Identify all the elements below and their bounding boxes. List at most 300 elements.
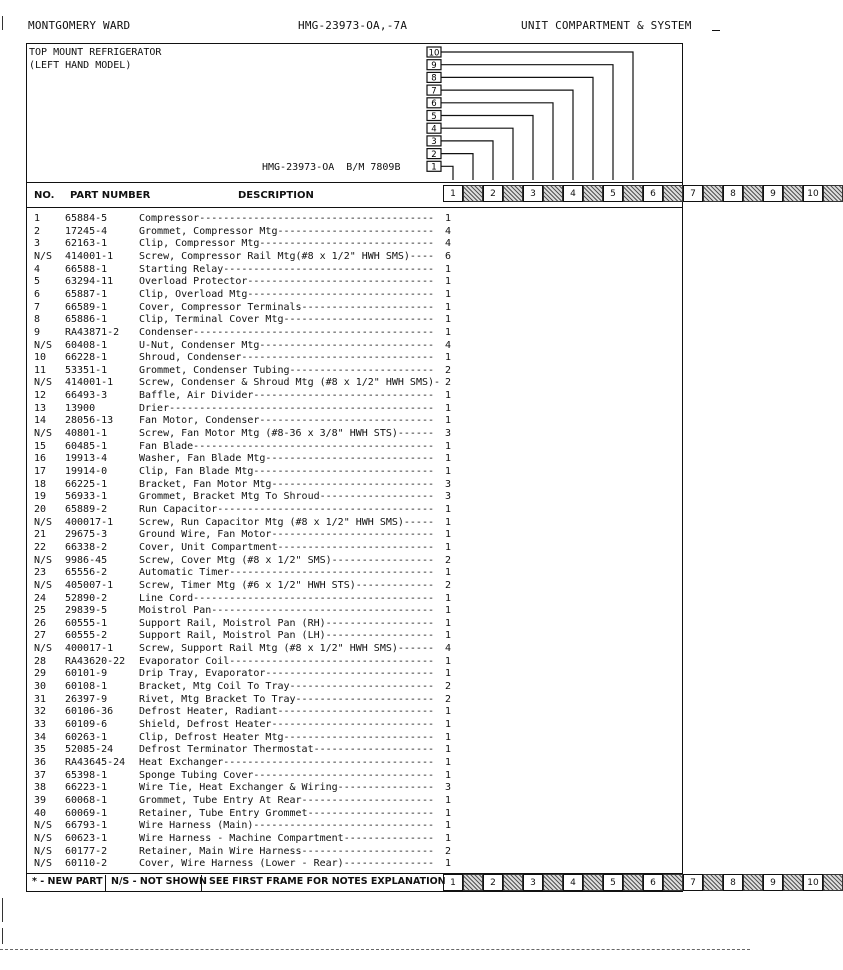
part-number: 53351-1 [65,364,108,376]
dot-leader: ------------------ [325,617,434,629]
dot-leader: ------ [397,428,434,440]
part-item-no: 3 [34,238,41,250]
part-number: 60106-36 [65,706,114,718]
part-description: Washer, Fan Blade Mtg [139,453,266,465]
strip-index-cell: 6 [643,874,663,891]
part-quantity: 4 [445,339,452,351]
part-number: 52085-24 [65,744,114,756]
part-number: 414001-1 [65,377,114,389]
part-description: Line Cord [139,592,194,604]
part-item-no: N/S [34,250,53,262]
part-quantity: 2 [445,364,452,376]
part-description: Automatic Timer [139,567,230,579]
part-quantity: 1 [445,655,452,667]
part-row [0,466,750,479]
dot-leader: ---------------------- [301,845,434,857]
part-item-no: N/S [34,845,53,857]
part-item-no: 13 [34,402,47,414]
part-description: Grommet, Tube Entry At Rear [139,794,302,806]
part-description: Retainer, Main Wire Harness [139,845,302,857]
part-description: Condenser [139,326,194,338]
part-description: Screw, Run Capacitor Mtg (#8 x 1/2" HWH SMS) [139,516,404,528]
dot-leader: ---------------- [337,782,434,794]
dot-leader: ----------------------------- [259,339,435,351]
dot-leader: ------------------------------- [247,276,434,288]
part-quantity: 1 [445,352,452,364]
dot-leader: ---------------------------- [265,453,434,465]
dot-leader: ----------------------------- [259,415,435,427]
part-number: 13900 [65,402,96,414]
part-number: 17245-4 [65,225,108,237]
part-description: Shroud, Condenser [139,352,242,364]
part-item-no: 10 [34,352,47,364]
strip-shaded-cell [583,185,603,202]
part-quantity: 3 [445,491,452,503]
index-leader-line [441,116,533,181]
part-quantity: 1 [445,617,452,629]
part-number: 400017-1 [65,643,114,655]
dot-leader: ------------------- [319,491,434,503]
part-item-no: 35 [34,744,47,756]
dot-leader: ------------------------------ [253,390,434,402]
part-quantity: 1 [445,288,452,300]
part-item-no: 11 [34,364,47,376]
part-row [0,517,750,530]
dot-leader: ---------------------------------------- [193,326,434,338]
part-item-no: 4 [34,263,41,275]
part-description: Wire Harness - Machine Compartment [139,832,344,844]
strip-index-cell: 8 [723,874,743,891]
part-row [0,276,750,289]
index-leader-line [441,141,493,180]
page-cut-line [0,949,750,950]
part-item-no: N/S [34,428,53,440]
part-number: 19914-0 [65,466,108,477]
part-number: 60108-1 [65,681,108,693]
strip-shaded-cell [503,874,523,891]
part-number: 40801-1 [65,428,108,440]
part-row [0,668,750,681]
part-item-no: N/S [34,858,53,870]
dot-leader: ---------------------------------------- [193,440,434,452]
strip-index-cell: 4 [563,874,583,891]
part-number: 60068-1 [65,794,108,806]
part-row [0,567,750,580]
part-item-no: N/S [34,339,53,351]
part-number: 405007-1 [65,579,114,591]
part-number: 60109-6 [65,719,108,730]
strip-shaded-cell [463,185,483,202]
part-row [0,340,750,353]
strip-index-cell: 3 [523,185,543,202]
margin-tick [2,898,3,922]
part-quantity: 1 [445,326,452,338]
part-quantity: 2 [445,554,452,566]
dot-leader: -------------------------------- [241,352,434,364]
part-description: Wire Harness (Main) [139,820,254,832]
header-rule-top [27,182,682,183]
dot-leader: ------------------------- [283,314,434,326]
part-item-no: N/S [34,516,53,528]
part-quantity: 1 [445,301,452,313]
part-description: Bracket, Fan Motor Mtg [139,478,272,490]
strip-shaded-cell [503,185,523,202]
dot-leader: ------------------------ [289,681,434,693]
column-header-no: NO. [34,190,55,201]
part-row [0,428,750,441]
part-description: Screw, Condenser & Shroud Mtg (#8 x 1/2" HWH SMS) [139,377,435,389]
index-leader-line [441,166,453,180]
strip-index-cell: 8 [723,185,743,202]
part-description: Cover, Unit Compartment [139,541,278,553]
part-row [0,694,750,707]
part-quantity: 1 [445,668,452,680]
part-number: 66588-1 [65,263,108,275]
dot-leader: ----- [403,516,434,528]
part-number: 26397-9 [65,693,108,705]
strip-shaded-cell [583,874,603,891]
part-item-no: N/S [34,554,53,566]
part-item-no: 26 [34,617,47,629]
dot-leader: ------------------------ [289,364,434,376]
part-description: Clip, Overload Mtg [139,288,248,300]
part-description: Clip, Fan Blade Mtg [139,466,254,477]
part-item-no: 6 [34,288,41,300]
dot-leader: ------------------------------ [253,769,434,781]
part-description: Fan Motor, Condenser [139,415,260,427]
strip-shaded-cell [543,185,563,202]
part-number: 65398-1 [65,769,108,781]
column-index-strip-top [443,185,843,202]
dot-leader: ------------------------------------ [217,503,435,515]
part-number: 66223-1 [65,782,108,794]
part-quantity: 1 [445,807,452,819]
strip-shaded-cell [663,874,683,891]
dot-leader: ----------------------- [295,693,435,705]
header-rule-bottom [27,207,682,208]
part-description: Baffle, Air Divider [139,390,254,402]
part-quantity: 3 [445,478,452,490]
part-description: Support Rail, Moistrol Pan (RH) [139,617,326,629]
part-number: 66493-3 [65,390,108,402]
part-row [0,846,750,859]
part-item-no: 38 [34,782,47,794]
dot-leader: ------------------------------- [247,288,434,300]
dot-leader: --------------------------- [271,478,434,490]
part-row [0,352,750,365]
part-description: Screw, Compressor Rail Mtg(#8 x 1/2" HWH SMS) [139,250,410,262]
strip-index-cell: 1 [443,185,463,202]
part-quantity: 2 [445,377,452,389]
part-description: Support Rail, Moistrol Pan (LH) [139,630,326,642]
part-description: Ground Wire, Fan Motor [139,529,272,541]
strip-shaded-cell [623,185,643,202]
dot-leader: -------------------------- [277,541,435,553]
dot-leader: ------------------------------------- [211,605,434,617]
part-quantity: 1 [445,756,452,768]
part-item-no: 31 [34,693,47,705]
part-item-no: N/S [34,579,53,591]
part-description: Screw, Timer Mtg (#6 x 1/2" HWH STS) [139,579,356,591]
part-description: Rivet, Mtg Bracket To Tray [139,693,296,705]
part-quantity: 1 [445,630,452,642]
legend-notes: SEE FIRST FRAME FOR NOTES EXPLANATION [209,876,446,887]
part-row [0,529,750,542]
part-quantity: 1 [445,605,452,617]
part-item-no: 20 [34,503,47,515]
part-item-no: 21 [34,529,47,541]
part-item-no: 17 [34,466,47,477]
index-box-label: 2 [431,149,437,160]
strip-shaded-cell [823,185,843,202]
part-number: 29839-5 [65,605,108,617]
part-number: 52890-2 [65,592,108,604]
part-number: RA43620-22 [65,655,126,667]
part-quantity: 1 [445,516,452,528]
index-box-label: 8 [431,73,437,84]
part-item-no: 18 [34,478,47,490]
part-item-no: 37 [34,769,47,781]
part-item-no: 25 [34,605,47,617]
part-quantity: 2 [445,693,452,705]
part-quantity: 3 [445,782,452,794]
part-item-no: 29 [34,668,47,680]
dot-leader: ----------------------------------- [223,756,434,768]
strip-index-cell: 10 [803,185,823,202]
part-row [0,327,750,340]
part-row [0,555,750,568]
part-item-no: 32 [34,706,47,718]
dot-leader: ---------------------------------- [229,567,434,579]
column-header-part-number: PART NUMBER [70,190,151,201]
index-box-label: 3 [431,137,437,148]
part-quantity: 1 [445,263,452,275]
index-box-label: 9 [431,61,437,71]
part-row [0,314,750,327]
part-quantity: 1 [445,719,452,730]
part-row [0,681,750,694]
index-box-label: 7 [431,86,437,97]
part-number: 60485-1 [65,440,108,452]
dot-leader: - [434,377,441,389]
part-quantity: 1 [445,832,452,844]
part-quantity: 6 [445,250,452,262]
part-row [0,479,750,492]
dot-leader: ------------------ [325,630,434,642]
header-model: HMG-23973-OA,-7A [298,19,408,32]
index-leader-line [441,65,613,180]
margin-tick [2,928,3,944]
part-description: Defrost Terminator Thermostat [139,744,314,756]
index-box-label: 4 [431,124,437,135]
part-item-no: 28 [34,655,47,667]
part-number: 60110-2 [65,858,108,870]
part-quantity: 1 [445,706,452,718]
part-description: Heat Exchanger [139,756,224,768]
part-quantity: 2 [445,579,452,591]
strip-shaded-cell [703,874,723,891]
part-number: 65556-2 [65,567,108,579]
part-row [0,757,750,770]
part-quantity: 1 [445,440,452,452]
part-number: 60555-1 [65,617,108,629]
index-box-label: 6 [431,99,437,110]
part-quantity: 1 [445,592,452,604]
part-quantity: 1 [445,213,452,224]
part-number: 66228-1 [65,352,108,364]
footer-divider [105,875,106,891]
legend-not-shown: N/S - NOT SHOWN [111,876,207,887]
part-row [0,643,750,656]
part-row [0,744,750,757]
part-description: Sponge Tubing Cover [139,769,254,781]
part-description: Shield, Defrost Heater [139,719,272,730]
strip-shaded-cell [783,874,803,891]
part-quantity: 1 [445,529,452,541]
part-row [0,264,750,277]
part-row [0,238,750,251]
part-row [0,289,750,302]
part-row [0,605,750,618]
part-description: Run Capacitor [139,503,218,515]
part-number: 60177-2 [65,845,108,857]
dot-leader: ------------------------------ [253,820,434,832]
part-row [0,302,750,315]
strip-index-cell: 4 [563,185,583,202]
part-quantity: 1 [445,390,452,402]
dot-leader: ------------- [355,579,435,591]
strip-index-cell: 6 [643,185,663,202]
part-item-no: 16 [34,453,47,465]
dot-leader: ---------------------------------------- [193,592,434,604]
part-quantity: 1 [445,858,452,870]
part-number: RA43871-2 [65,326,120,338]
part-row [0,706,750,719]
part-description: Bracket, Mtg Coil To Tray [139,681,290,693]
part-description: Clip, Compressor Mtg [139,238,260,250]
part-row [0,808,750,821]
part-number: 66793-1 [65,820,108,832]
part-quantity: 4 [445,238,452,250]
part-quantity: 1 [445,453,452,465]
part-item-no: 9 [34,326,41,338]
part-description: Overload Protector [139,276,248,288]
strip-shaded-cell [463,874,483,891]
dot-leader: --------------- [343,832,434,844]
part-item-no: 39 [34,794,47,806]
dot-leader: --------------------------------------- [199,213,435,224]
part-row [0,593,750,606]
strip-index-cell: 7 [683,185,703,202]
dot-leader: ---------------------- [301,794,434,806]
part-quantity: 3 [445,428,452,440]
part-quantity: 1 [445,794,452,806]
part-quantity: 4 [445,643,452,655]
part-item-no: 5 [34,276,41,288]
index-box-label: 10 [428,48,440,59]
part-quantity: 1 [445,744,452,756]
part-description: U-Nut, Condenser Mtg [139,339,260,351]
part-item-no: 12 [34,390,47,402]
part-description: Grommet, Compressor Mtg [139,225,278,237]
dot-leader: -------------------------- [277,225,435,237]
strip-index-cell: 2 [483,874,503,891]
part-number: 65886-1 [65,314,108,326]
part-item-no: N/S [34,832,53,844]
part-number: 60263-1 [65,731,108,743]
strip-index-cell: 2 [483,185,503,202]
part-item-no: 1 [34,213,41,224]
part-number: 19913-4 [65,453,108,465]
dot-leader: --------------------------- [271,529,434,541]
strip-index-cell: 9 [763,185,783,202]
part-row [0,782,750,795]
part-quantity: 1 [445,276,452,288]
part-item-no: 23 [34,567,47,579]
dot-leader: ---------------------- [301,301,434,313]
strip-index-cell: 9 [763,874,783,891]
part-number: 28056-13 [65,415,114,427]
footer-divider [201,875,202,891]
part-number: 60555-2 [65,630,108,642]
part-item-no: N/S [34,377,53,389]
part-description: Fan Blade [139,440,194,452]
column-index-strip-bottom [443,874,843,891]
index-bracket-diagram [0,0,750,200]
part-item-no: 40 [34,807,47,819]
strip-shaded-cell [743,185,763,202]
part-description: Defrost Heater, Radiant [139,706,278,718]
header-brand: MONTGOMERY WARD [28,19,131,32]
part-item-no: 27 [34,630,47,642]
part-number: 66225-1 [65,478,108,490]
part-row [0,504,750,517]
part-row [0,403,750,416]
dot-leader: ---------------------------- [265,668,434,680]
strip-shaded-cell [623,874,643,891]
part-number: 65884-5 [65,213,108,224]
strip-index-cell: 7 [683,874,703,891]
part-quantity: 1 [445,769,452,781]
index-box-label: 1 [431,162,437,173]
part-item-no: 2 [34,225,41,237]
part-item-no: 24 [34,592,47,604]
part-number: 66338-2 [65,541,108,553]
part-description: Drip Tray, Evaporator [139,668,266,680]
part-row [0,656,750,669]
part-quantity: 1 [445,415,452,427]
strip-shaded-cell [823,874,843,891]
index-box-label: 5 [431,111,437,122]
part-number: 60069-1 [65,807,108,819]
part-description: Screw, Fan Motor Mtg (#8-36 x 3/8" HWH STS) [139,428,398,440]
part-description: Grommet, Bracket Mtg To Shroud [139,491,320,503]
dot-leader: ------ [397,643,434,655]
part-description: Clip, Terminal Cover Mtg [139,314,284,326]
strip-index-cell: 5 [603,874,623,891]
part-row [0,833,750,846]
dot-leader: -------------------- [313,744,435,756]
strip-index-cell: 1 [443,874,463,891]
part-number: 400017-1 [65,516,114,528]
part-item-no: 14 [34,415,47,427]
part-row [0,732,750,745]
dot-leader: -------------------------- [277,706,435,718]
column-header-description: DESCRIPTION [238,190,314,201]
part-row [0,251,750,264]
part-quantity: 2 [445,845,452,857]
dot-leader: --------------------- [307,807,434,819]
